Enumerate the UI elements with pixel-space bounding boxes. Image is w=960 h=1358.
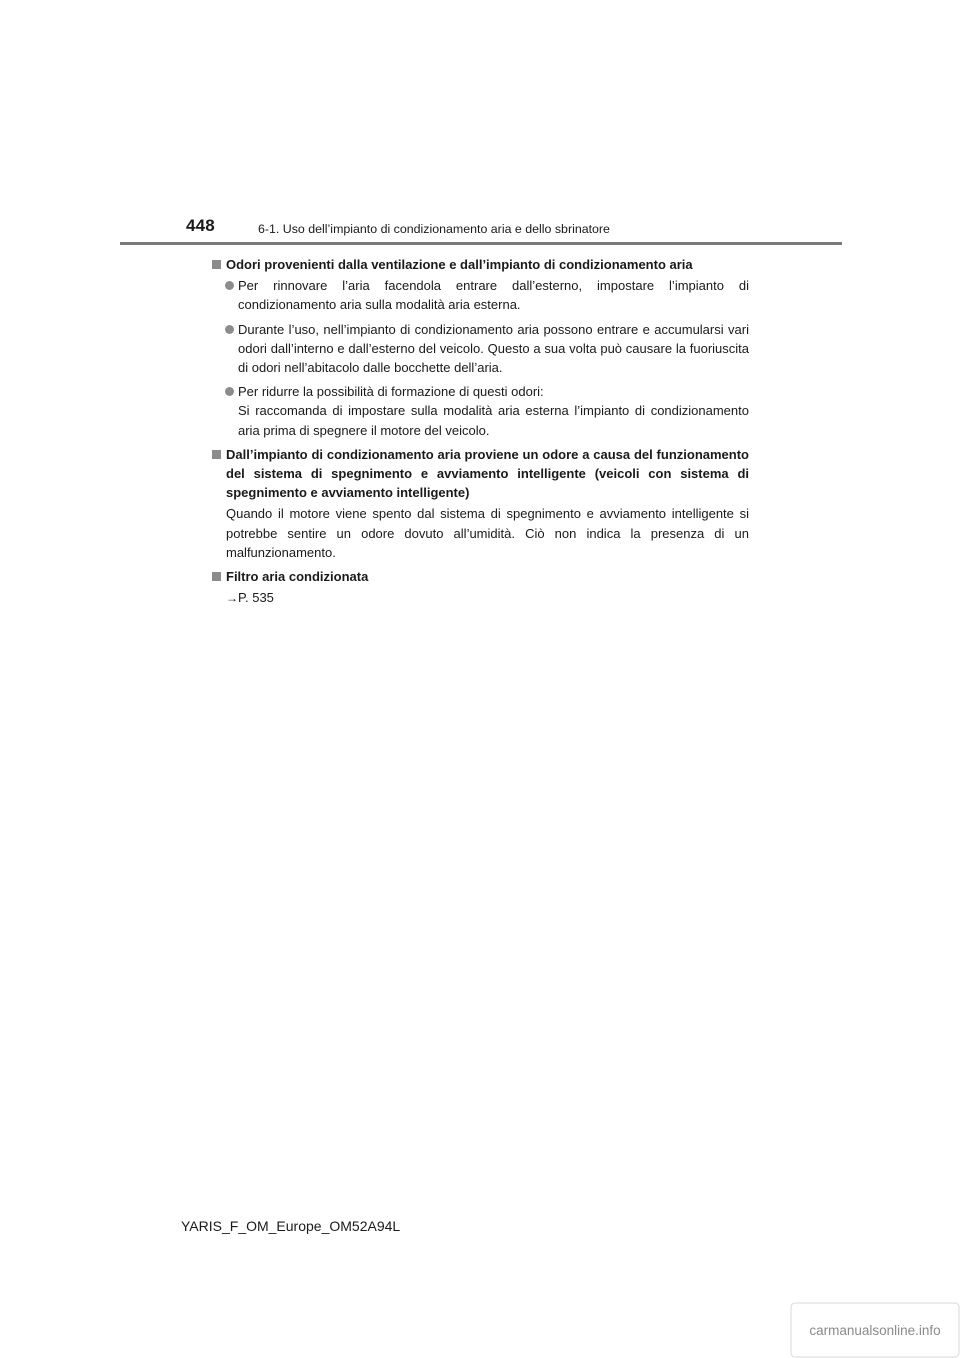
square-bullet-icon [212, 260, 221, 269]
list-item-text: Durante l’uso, nell’impianto di condizionamento aria possono entrare e accumularsi vari odori dall’interno e dall’esterno del veicolo. Questo a sua volta può causare la fuoriuscita di odori nell’abitacolo dalle bocchette dell’aria. [238, 321, 749, 376]
page-reference-text: P. 535 [238, 590, 274, 606]
page-number: 448 [186, 216, 215, 235]
circle-bullet-icon [225, 325, 234, 334]
carmanualsonline-watermark-logo [790, 1302, 960, 1358]
section-heading-odori [212, 255, 749, 274]
arrow-right-icon: → [226, 591, 238, 606]
list-item [212, 382, 749, 440]
list-item [212, 276, 749, 314]
list-item-text: Per rinnovare l’aria facendola entrare dall’esterno, impostare l’impianto di condizionamento aria sulla modalità aria esterna. [238, 278, 749, 313]
header-divider [120, 242, 842, 245]
section-heading-text: Filtro aria condizionata [226, 569, 369, 585]
document-code: YARIS_F_OM_Europe_OM52A94L [181, 1218, 401, 1234]
list-item-text: Per ridurre la possibilità di formazione di questi odori: [238, 384, 544, 400]
circle-bullet-icon [225, 281, 234, 290]
watermark-text: carmanualsonline.info [809, 1323, 941, 1338]
page-header [0, 0, 960, 250]
body-paragraph: Quando il motore viene spento dal sistema di spegnimento e avviamento intelligente si potrebbe sentire un odore dovuto all’umidità. Ciò non indica la presenza di un malfunzionamento. [226, 506, 749, 560]
section-heading-spegnimento [212, 445, 749, 503]
list-item-text: Si raccomanda di impostare sulla modalità aria esterna l’impianto di condizionamento aria prima di spegnere il motore del veicolo. [238, 403, 749, 438]
circle-bullet-icon [225, 387, 234, 396]
square-bullet-icon [212, 450, 221, 459]
section-heading-text: Odori provenienti dalla ventilazione e dall’impianto di condizionamento aria [226, 257, 693, 272]
section-heading-filtro [212, 567, 749, 586]
page-content [212, 255, 749, 608]
section-title: 6-1. Uso dell’impianto di condizionamento aria e dello sbrinatore [258, 222, 610, 236]
list-item [212, 320, 749, 378]
page-reference-link[interactable] [212, 588, 749, 608]
square-bullet-icon [212, 572, 221, 581]
section-heading-text: Dall’impianto di condizionamento aria proviene un odore a causa del funzionamento del sistema di spegnimento e avviamento intelligente (veicoli con sistema di spegnimento e avviamento intelligente) [226, 446, 749, 501]
